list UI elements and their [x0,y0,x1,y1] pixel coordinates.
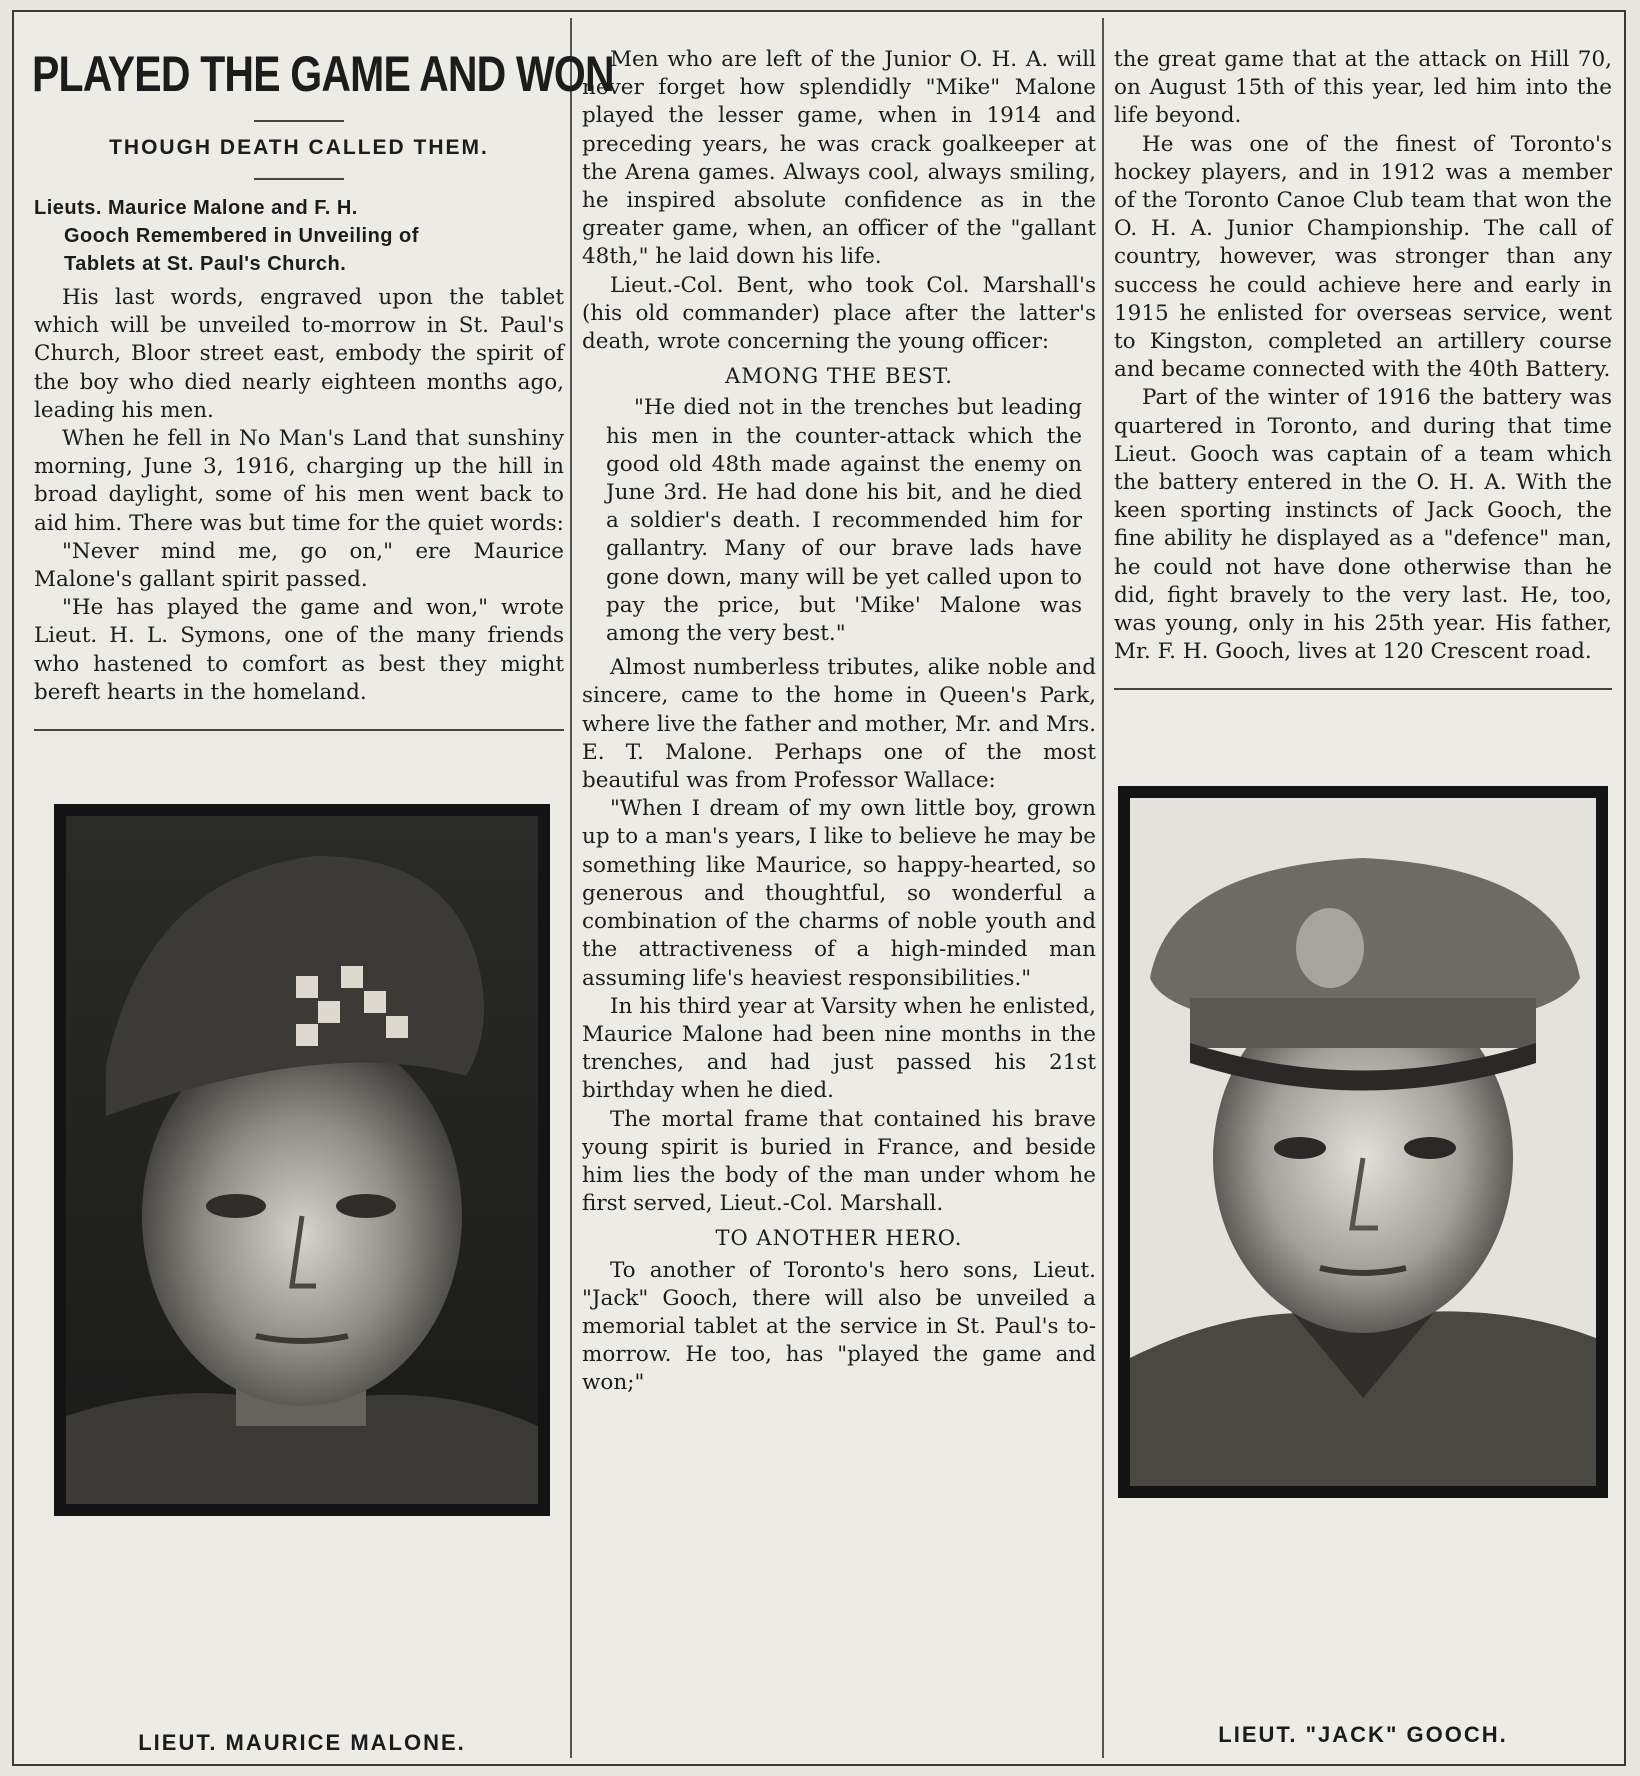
gooch-portrait-image [1130,798,1596,1486]
gooch-caption: LIEUT. "JACK" GOOCH. [1218,1722,1508,1747]
col1-section-rule [34,729,564,731]
headline-divider [254,120,344,122]
col2-paragraph-7: To another of Toronto's hero sons, Lieut. "Jack" Gooch, there will also be unveiled a memorial tablet at the service in St. Paul's to-morrow. He too, has "played the game and won;" [582,1257,1096,1396]
column-2 [576,12,1102,1764]
deck-line-1: Lieuts. Maurice Malone and F. H. [34,197,358,219]
col2-paragraph-2: Lieut.-Col. Bent, who took Col. Marshall's (his old commander) place after the latter's death, wrote concerning the young officer: [582,272,1096,355]
gooch-photo [1118,786,1608,1498]
col3-paragraph-2: He was one of the finest of Toronto's hockey players, and in 1912 was a member of the Toronto Canoe Club team that won the O. H. A. Junior Championship. The call of country, however, was stronger than any success he could achieve here and early in 1915 he enlisted for overseas service, went to Kingston, completed an artillery course and became connected with the 40th Battery. [1114,131,1612,383]
malone-caption: LIEUT. MAURICE MALONE. [138,1730,466,1755]
col2-paragraph-4: "When I dream of my own little boy, grown up to a man's years, I like to believe he may be something like Maurice, so happy-hearted, so generous and thoughtful, so wonderful a combination of the charms of noble youth and the attractiveness of a high-minded man assuming life's heaviest responsibilities." [582,796,1096,991]
col3-paragraph-3: Part of the winter of 1916 the battery was quartered in Toronto, and during that time Lieut. Gooch was captain of a team which the battery entered in the O. H. A. With the keen sporting instincts of Jack Gooch, the fine ability he displayed as a "defence" man, he could not have done otherwise than he did, fight bravely to the very last. He, too, was young, only in his 25th year. His father, Mr. F. H. Gooch, lives at 120 Crescent road. [1114,385,1612,665]
col2-paragraph-3: Almost numberless tributes, alike noble and sincere, came to the home in Queen's Park, where live the father and mother, Mr. and Mrs. E. T. Malone. Perhaps one of the most beautiful was from Professor Wallace: [582,655,1096,794]
col1-paragraph-3: "Never mind me, go on," ere Maurice Malone's gallant spirit passed. [34,538,564,593]
column-rule-2 [1102,18,1104,1758]
col2-paragraph-1: Men who are left of the Junior O. H. A. will never forget how splendidly "Mike" Malone played the lesser game, when in 1914 and preceding years, he was crack goalkeeper at the Arena games. Always cool, always smiling, he inspired absolute confidence as in the greater game, when, an officer of the "gallant 48th," he laid down his life. [582,47,1096,270]
col1-paragraph-4: "He has played the game and won," wrote Lieut. H. L. Symons, one of the many friends who hastened to comfort as best they might bereft hearts in the homeland. [34,595,564,705]
col1-paragraph-2: When he fell in No Man's Land that sunshiny morning, June 3, 1916, charging up the hill in broad daylight, some of his men went back to aid him. There was but time for the quiet words: [34,426,564,536]
subhead-divider [254,178,344,180]
among-the-best-heading: AMONG THE BEST. [725,364,953,389]
col2-quote-1: "He died not in the trenches but leading his men in the counter-attack which the good old 48th made against the enemy on June 3rd. He had done his bit, and he died a soldier's death. I recommended him for gallantry. Many of our brave lads have gone down, many will be yet called upon to pay the price, but 'Mike' Malone was among the very best." [606,395,1082,647]
col3-section-rule [1114,688,1612,690]
col2-paragraph-6: The mortal frame that contained his brave young spirit is buried in France, and beside him lies the body of the man under whom he first served, Lieut.-Col. Marshall. [582,1106,1096,1217]
newspaper-page [12,10,1626,1766]
malone-photo [54,804,550,1516]
deck [34,194,570,278]
malone-portrait-image [66,816,538,1504]
column-rule-1 [570,18,572,1758]
deck-line-3: Tablets at St. Paul's Church. [64,253,347,275]
subhead: THOUGH DEATH CALLED THEM. [109,136,489,159]
col3-paragraph-1: the great game that at the attack on Hill 70, on August 15th of this year, led him into the life beyond. [1114,47,1612,129]
deck-line-2: Gooch Remembered in Unveiling of [64,225,419,247]
another-hero-heading: TO ANOTHER HERO. [715,1226,963,1251]
col1-paragraph-1: His last words, engraved upon the tablet which will be unveiled to-morrow in St. Paul's Church, Bloor street east, embody the spirit of the boy who died nearly eighteen months ago, leading his men. [34,285,564,423]
col2-paragraph-5: In his third year at Varsity when he enlisted, Maurice Malone had been nine months in the trenches, and had just passed his 21st birthday when he died. [582,993,1096,1104]
headline: PLAYED THE GAME AND WON [32,46,614,102]
